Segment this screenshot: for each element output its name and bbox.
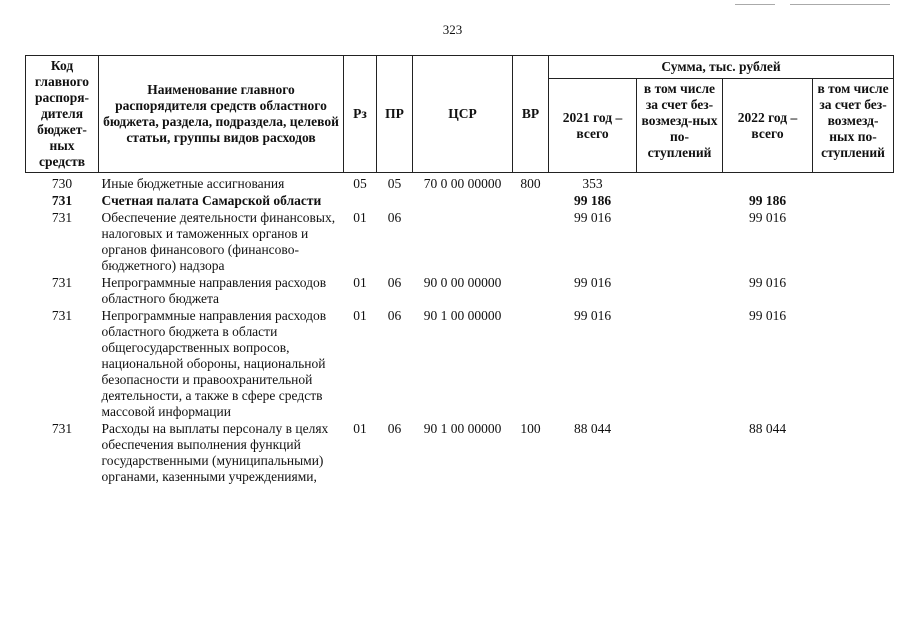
page-number: 323 (442, 22, 463, 37)
cell-name: Счетная палата Самарской области (101, 193, 322, 208)
table-row (26, 307, 894, 420)
cell-rz: 01 (353, 210, 367, 225)
table-row (26, 274, 894, 307)
cell-2022-total: 88 044 (748, 421, 787, 436)
cell-2022-gratuitous (813, 192, 894, 209)
cell-2021-gratuitous (637, 173, 723, 193)
header-csr: ЦСР (413, 56, 513, 173)
cell-rz: 05 (353, 176, 367, 191)
table-row (26, 420, 894, 485)
cell-2021-total: 88 044 (573, 421, 612, 436)
cell-csr: 90 0 00 00000 (423, 275, 502, 290)
cell-pr: 06 (387, 421, 402, 436)
cell-csr (413, 192, 513, 209)
cell-vr: 800 (520, 176, 541, 191)
table-row (26, 173, 894, 193)
cell-2022-total: 99 016 (748, 308, 787, 323)
cell-2022-gratuitous (813, 420, 894, 485)
cell-2021-gratuitous (637, 209, 723, 274)
cell-csr (413, 209, 513, 274)
cell-2021-gratuitous (637, 420, 723, 485)
cell-2021-total: 99 016 (573, 210, 612, 225)
header-name: Наименование главного распорядителя средств областного бюджета, раздела, подраздела, целевой статьи, группы видов расходов (99, 56, 344, 173)
cell-2022-total: 99 186 (748, 193, 787, 208)
table-header (26, 56, 894, 173)
header-sum-group: Сумма, тыс. рублей (549, 56, 894, 79)
cell-rz (344, 192, 377, 209)
scan-artifact-line (735, 4, 775, 5)
header-2021-total: 2021 год – всего (549, 79, 637, 173)
cell-2022-total (723, 173, 813, 193)
cell-csr: 70 0 00 00000 (423, 176, 502, 191)
cell-csr: 90 1 00 00000 (423, 421, 502, 436)
table-row-section (26, 192, 894, 209)
header-2022-gratuitous: в том числе за счет без-возмезд-ных по-ступлений (813, 79, 894, 173)
table-body (26, 173, 894, 486)
cell-name: Расходы на выплаты персоналу в целях обеспечения выполнения функций государственными (муниципальными) органами, казенными учреждениями, (101, 421, 329, 484)
cell-vr: 100 (520, 421, 541, 436)
scan-artifact-line (790, 4, 890, 5)
cell-name: Обеспечение деятельности финансовых, налоговых и таможенных органов и органов финансового (финансово-бюджетного) надзора (101, 210, 336, 273)
cell-2021-gratuitous (637, 192, 723, 209)
cell-rz: 01 (353, 421, 367, 436)
cell-code: 731 (51, 275, 73, 290)
cell-2022-gratuitous (813, 173, 894, 193)
budget-table (25, 55, 893, 485)
cell-vr (513, 274, 549, 307)
cell-2022-total: 99 016 (748, 275, 787, 290)
header-rz: Рз (344, 56, 377, 173)
cell-2021-total: 99 016 (573, 308, 612, 323)
cell-rz: 01 (353, 275, 367, 290)
header-vr: ВР (513, 56, 549, 173)
cell-vr (513, 192, 549, 209)
cell-2022-total: 99 016 (748, 210, 787, 225)
cell-pr: 06 (387, 308, 402, 323)
cell-rz: 01 (353, 308, 367, 323)
cell-code: 730 (51, 176, 73, 191)
cell-pr: 06 (387, 210, 402, 225)
cell-vr (513, 307, 549, 420)
cell-pr: 06 (387, 275, 402, 290)
table-row (26, 209, 894, 274)
cell-2022-gratuitous (813, 274, 894, 307)
cell-2022-gratuitous (813, 307, 894, 420)
cell-2021-total: 99 186 (573, 193, 612, 208)
cell-name: Непрограммные направления расходов областного бюджета (101, 275, 327, 306)
header-2021-gratuitous: в том числе за счет без-возмезд-ных по-ступлений (637, 79, 723, 173)
cell-name: Непрограммные направления расходов областного бюджета в области общегосударственных вопросов, национальной обороны, национальной безопасности и правоохранительной деятельности, а также в сфере средств массовой информации (101, 308, 327, 419)
cell-code: 731 (51, 421, 73, 436)
header-pr: ПР (377, 56, 413, 173)
cell-code: 731 (51, 308, 73, 323)
cell-2021-gratuitous (637, 274, 723, 307)
cell-code: 731 (51, 193, 73, 208)
cell-csr: 90 1 00 00000 (423, 308, 502, 323)
cell-2021-total: 353 (582, 176, 603, 191)
cell-pr (377, 192, 413, 209)
cell-pr: 05 (387, 176, 402, 191)
cell-vr (513, 209, 549, 274)
cell-2022-gratuitous (813, 209, 894, 274)
cell-2021-total: 99 016 (573, 275, 612, 290)
cell-code: 731 (51, 210, 73, 225)
cell-name: Иные бюджетные ассигнования (101, 176, 285, 191)
header-code: Код главного распоря-дителя бюджет-ных средств (26, 56, 99, 173)
cell-2021-gratuitous (637, 307, 723, 420)
header-2022-total: 2022 год – всего (723, 79, 813, 173)
